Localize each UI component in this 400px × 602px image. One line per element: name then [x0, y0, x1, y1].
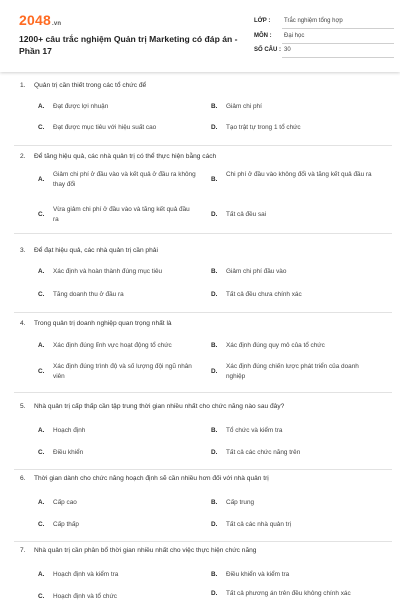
option-text: Hoạch định [53, 427, 86, 434]
question-body: Để tăng hiệu quả, các nhà quản trị có thể thực hiện bằng cách [34, 153, 217, 160]
question-body: Để đạt hiệu quả, các nhà quản trị cần phải [34, 247, 158, 254]
question-text [20, 403, 284, 410]
option-text: Tất cả phương án trên đều không chính xác [226, 590, 351, 597]
question-number: 4. [20, 320, 26, 327]
option-letter: B. [211, 571, 218, 578]
option-letter: A. [38, 176, 45, 183]
question-number: 6. [20, 475, 26, 482]
logo-text: 2048 [19, 12, 51, 28]
option-letter: D. [211, 291, 218, 298]
option-letter: D. [211, 368, 218, 375]
option-letter: C. [38, 124, 45, 131]
option-text: Xác định và hoàn thành đúng mục tiêu [53, 268, 163, 275]
question-number: 3. [20, 247, 26, 254]
question-body: Quản trị cần thiết trong các tổ chức để [34, 82, 147, 89]
question-text [20, 82, 146, 89]
option-letter: A. [38, 268, 45, 275]
question-text [20, 320, 172, 327]
option-letter: C. [38, 291, 45, 298]
option-text: Giảm chi phí [226, 103, 262, 110]
option-letter: D. [211, 449, 218, 456]
option-letter: A. [38, 499, 45, 506]
question-body: Nhà quản trị cấp thấp cần tập trung thời gian nhiều nhất cho chức năng nào sau đây? [34, 403, 285, 410]
option-letter: D. [211, 124, 218, 131]
option-text: Hoạch định và tổ chức [53, 593, 117, 600]
option-text: Tất cả đều sai [226, 211, 267, 218]
meta-label: SỐ CÂU : [254, 47, 281, 53]
logo-suffix: .vn [51, 21, 62, 27]
question-text [20, 547, 256, 554]
option-text: Giảm chi phí đầu vào [226, 268, 287, 275]
option-text: Điều khiển [53, 449, 84, 456]
option-text: Chi phí ở đầu vào không đổi và tăng kết quả đầu ra [226, 171, 372, 178]
meta-value: Đại học [284, 33, 305, 39]
meta-underline [282, 57, 394, 58]
option-text: Điều khiển và kiểm tra [226, 571, 290, 578]
meta-value: Trắc nghiệm tổng hợp [284, 18, 343, 24]
meta-field-subject [254, 30, 394, 44]
option-text: Xác định đúng trình độ và số lượng đội ngũ nhân viên [53, 363, 192, 380]
option-text: Xác định đúng lĩnh vực hoạt động tổ chức [53, 342, 172, 349]
question-divider [14, 145, 392, 146]
option-letter: C. [38, 449, 45, 456]
option-letter: D. [211, 211, 218, 218]
option-text: Tổ chức và kiểm tra [226, 427, 283, 434]
meta-field-count [254, 44, 394, 58]
option-text: Giảm chi phí ở đầu vào và kết quả ở đầu ra không thay đổi [53, 171, 196, 188]
question-text [20, 153, 216, 160]
meta-label: MÔN : [254, 33, 272, 39]
meta-label: LỚP : [254, 18, 271, 24]
option-text: Tăng doanh thu ở đầu ra [53, 291, 124, 298]
option-letter: A. [38, 571, 45, 578]
question-number: 7. [20, 547, 26, 554]
option-text: Cấp cao [53, 499, 77, 506]
option-text: Tất cả các nhà quản trị [226, 521, 292, 528]
site-logo[interactable] [19, 12, 61, 28]
question-divider [14, 233, 392, 234]
option-letter: C. [38, 521, 45, 528]
question-body: Thời gian dành cho chức năng hoạch định sẽ cần nhiều hơn đối với nhà quản trị [34, 475, 269, 482]
option-letter: A. [38, 342, 45, 349]
option-letter: C. [38, 593, 45, 600]
option-text: Xác định đúng chiến lược phát triển của doanh nghiệp [226, 363, 359, 380]
option-letter: D. [211, 590, 218, 597]
option-letter: B. [211, 176, 218, 183]
question-divider [14, 392, 392, 393]
option-text: Cấp trung [226, 499, 255, 506]
question-number: 5. [20, 403, 26, 410]
page-title: 1200+ câu trắc nghiệm Quản trị Marketing có đáp án - Phần 17 [19, 34, 238, 56]
question-divider [14, 312, 392, 313]
question-number: 2. [20, 153, 26, 160]
option-letter: C. [38, 368, 45, 375]
question-text [20, 475, 269, 482]
option-text: Cấp thấp [53, 521, 79, 528]
question-body: Nhà quản trị cần phân bổ thời gian nhiều nhất cho việc thực hiện chức năng [34, 547, 257, 554]
meta-underline [282, 28, 394, 29]
option-letter: B. [211, 268, 218, 275]
page-header [0, 0, 400, 72]
option-letter: C. [38, 211, 45, 218]
question-number: 1. [20, 82, 26, 89]
question-text [20, 247, 158, 254]
option-text: Vừa giảm chi phí ở đầu vào và tăng kết quả đầu ra [53, 206, 190, 223]
option-text: Xác định đúng quy mô của tổ chức [226, 342, 325, 349]
meta-field-class [254, 15, 394, 29]
option-letter: A. [38, 103, 45, 110]
option-letter: B. [211, 342, 218, 349]
option-letter: B. [211, 499, 218, 506]
option-letter: B. [211, 103, 218, 110]
option-letter: A. [38, 427, 45, 434]
option-text: Tất cả đều chưa chính xác [226, 291, 302, 298]
option-text: Tất cả các chức năng trên [226, 449, 301, 456]
option-text: Tạo trật tự trong 1 tổ chức [226, 124, 301, 131]
option-text: Đạt được lợi nhuận [53, 103, 109, 110]
meta-value: 30 [284, 47, 291, 53]
option-letter: B. [211, 427, 218, 434]
question-body: Trong quản trị doanh nghiệp quan trọng nhất là [34, 320, 172, 327]
question-divider [14, 541, 392, 542]
option-text: Đạt được mục tiêu với hiệu suất cao [53, 124, 157, 131]
option-letter: D. [211, 521, 218, 528]
question-divider [14, 469, 392, 470]
option-text: Hoạch định và kiểm tra [53, 571, 119, 578]
